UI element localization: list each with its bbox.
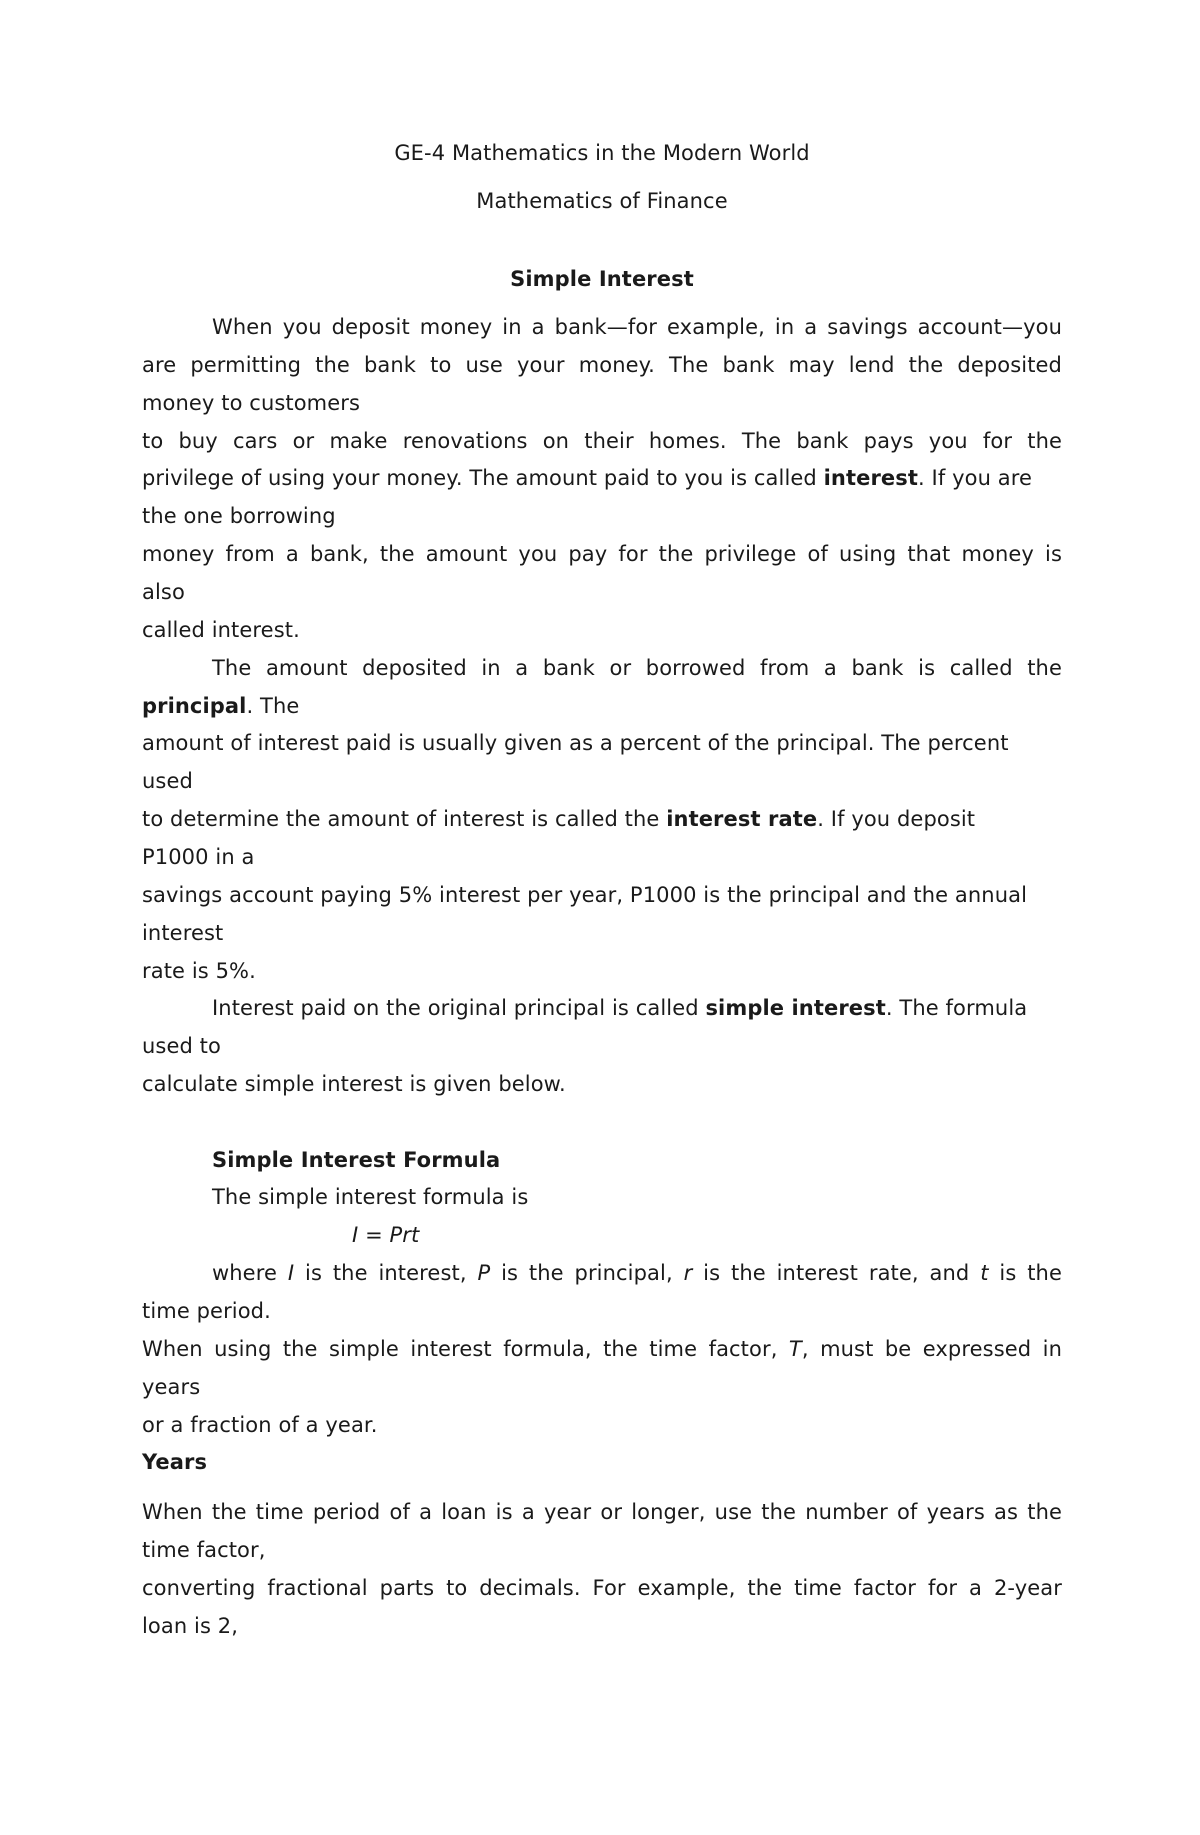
paragraph-line: or a fraction of a year. (142, 1413, 378, 1437)
paragraph-line (142, 993, 1062, 1023)
text-run: When using the simple interest formula, the time factor, (142, 1337, 789, 1361)
paragraph-line: money to customers (142, 391, 361, 415)
text-run: is the interest rate, and (692, 1261, 981, 1285)
term-principal: principal (142, 694, 247, 718)
formula-heading: Simple Interest Formula (212, 1148, 501, 1172)
text-run: to determine the amount of interest is called the (142, 807, 667, 831)
paragraph-line: used to (142, 1034, 221, 1058)
paragraph-line: time period. (142, 1299, 271, 1323)
text-run: . If you deposit (817, 807, 976, 831)
text-run: privilege of using your money. The amount paid to you is called (142, 466, 824, 490)
text-run: Interest paid on the original principal is called (212, 996, 706, 1020)
text-run: . The formula (885, 996, 1028, 1020)
paragraph-line: calculate simple interest is given below. (142, 1072, 566, 1096)
paragraph-line (142, 691, 1062, 721)
text-run: is the interest, (294, 1261, 478, 1285)
paragraph-line: amount of interest paid is usually given as a percent of the principal. The percent (142, 731, 1009, 755)
paragraph-line (142, 1258, 1062, 1288)
text-run: where (212, 1261, 288, 1285)
text-run: , must be expressed in (801, 1337, 1062, 1361)
text-run: is the (988, 1261, 1062, 1285)
variable-t-upper: T (788, 1337, 802, 1361)
paragraph-line: loan is 2, (142, 1614, 239, 1638)
variable-r: r (683, 1261, 693, 1285)
text-run: is the principal, (490, 1261, 684, 1285)
course-title: GE-4 Mathematics in the Modern World (394, 141, 810, 165)
paragraph-line: years (142, 1375, 201, 1399)
term-interest-rate: interest rate (666, 807, 818, 831)
paragraph-line: money from a bank, the amount you pay for the privilege of using that money is (142, 542, 1062, 566)
paragraph-line (142, 1334, 1062, 1364)
variable-i: I (287, 1261, 295, 1285)
topic-title: Mathematics of Finance (476, 189, 728, 213)
paragraph-line: to buy cars or make renovations on their homes. The bank pays you for the (142, 429, 1062, 453)
paragraph-line: interest (142, 921, 224, 945)
variable-t: t (980, 1261, 989, 1285)
paragraph-line: P1000 in a (142, 845, 255, 869)
paragraph-line: called interest. (142, 618, 300, 642)
years-heading: Years (142, 1450, 208, 1474)
variable-p: P (477, 1261, 491, 1285)
paragraph-line: also (142, 580, 185, 604)
paragraph-line (142, 804, 1062, 834)
text-run: . If you are (918, 466, 1033, 490)
formula-intro: The simple interest formula is (212, 1185, 529, 1209)
paragraph-line: The amount deposited in a bank or borrowed from a bank is called the (212, 656, 1062, 680)
paragraph-line: are permitting the bank to use your money. The bank may lend the deposited (142, 353, 1062, 377)
term-interest: interest (823, 466, 918, 490)
paragraph-line: When you deposit money in a bank—for example, in a savings account—you (212, 315, 1062, 339)
formula-expression: I = Prt (352, 1223, 420, 1247)
text-run: . The (246, 694, 300, 718)
paragraph-line: When the time period of a loan is a year or longer, use the number of years as the (142, 1500, 1062, 1524)
paragraph-line (142, 463, 1062, 493)
paragraph-line: the one borrowing (142, 504, 336, 528)
term-simple-interest: simple interest (705, 996, 886, 1020)
paragraph-line: rate is 5%. (142, 959, 256, 983)
paragraph-line: used (142, 769, 193, 793)
paragraph-line: converting fractional parts to decimals. For example, the time factor for a 2-year (142, 1576, 1062, 1600)
section-title: Simple Interest (510, 267, 694, 291)
paragraph-line: savings account paying 5% interest per year, P1000 is the principal and the annual (142, 883, 1028, 907)
paragraph-line: time factor, (142, 1538, 266, 1562)
